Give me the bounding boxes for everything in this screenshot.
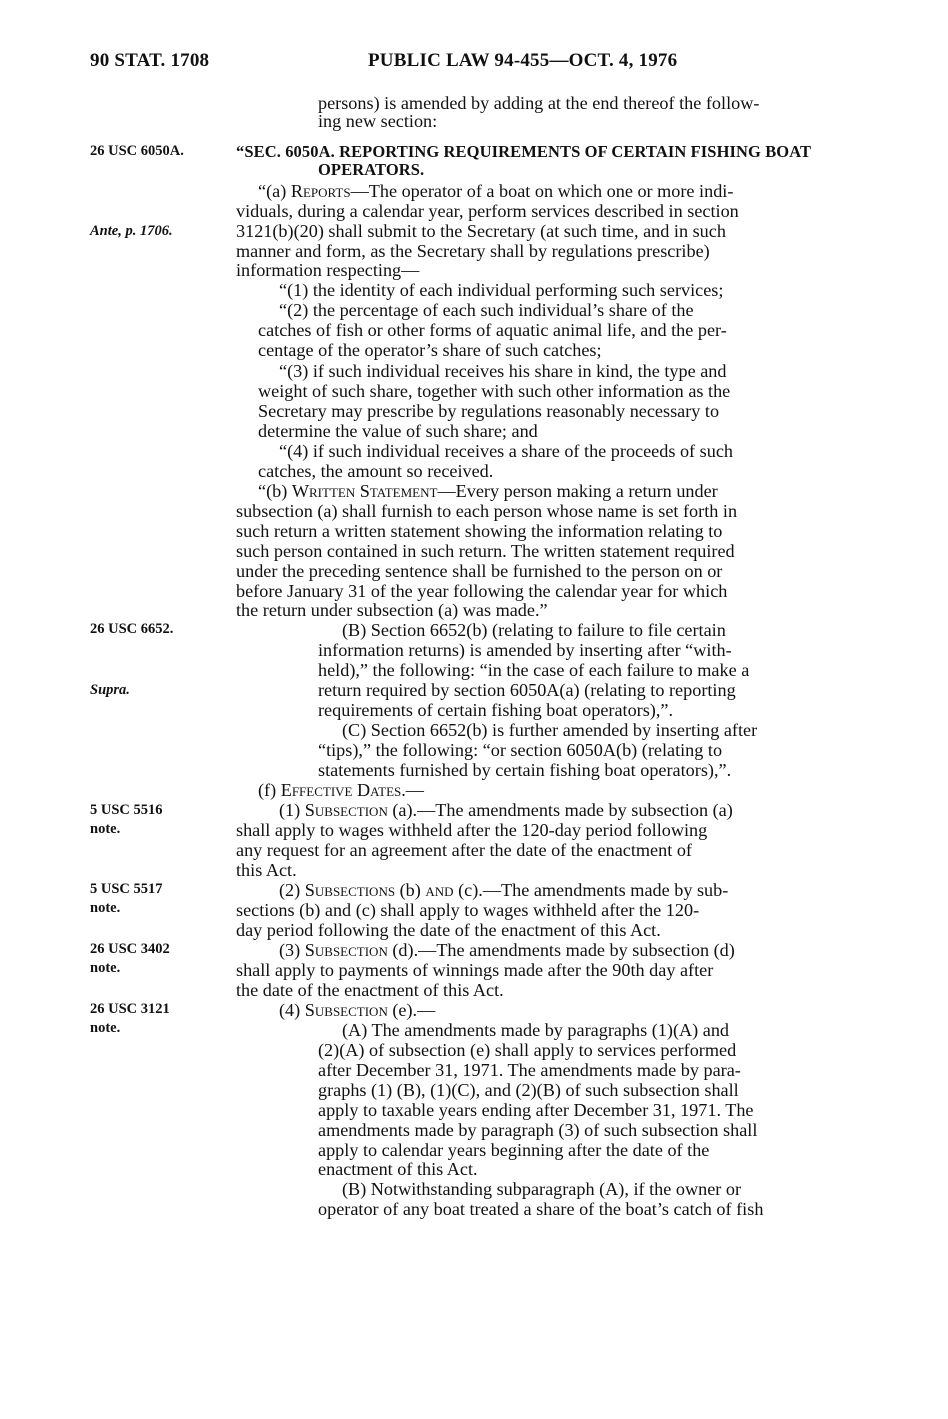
text-line: catches of fish or other forms of aquatic animal life, and the per- <box>258 320 727 340</box>
subsection-heading: Written Statement <box>291 481 438 501</box>
text-line: weight of such share, together with such other information as the <box>258 381 731 401</box>
margin-note: note. <box>90 900 121 916</box>
text-line: apply to taxable years ending after December 31, 1971. The <box>318 1100 754 1120</box>
text-line: the return under subsection (a) was made.” <box>236 600 548 620</box>
margin-note: 26 USC 3121 <box>90 1001 170 1017</box>
text-line: (2)(A) of subsection (e) shall apply to services performed <box>318 1040 737 1060</box>
statute-page-number: 90 STAT. 1708 <box>90 50 210 71</box>
text-line: requirements of certain fishing boat operators),”. <box>318 700 674 720</box>
text-line: such return a written statement showing the information relating to <box>236 521 723 541</box>
text-line: catches, the amount so received. <box>258 461 494 481</box>
text-line: such person contained in such return. The written statement required <box>236 541 735 561</box>
text-line: “(2) the percentage of each such individual’s share of the <box>279 300 694 320</box>
text-line: under the preceding sentence shall be furnished to the person on or <box>236 561 723 581</box>
text-line: “(3) if such individual receives his share in kind, the type and <box>279 361 727 381</box>
text-line: determine the value of such share; and <box>258 421 538 441</box>
text-line: 3121(b)(20) shall submit to the Secretary (at such time, and in such <box>236 221 726 241</box>
subsection-heading: Reports <box>290 181 351 201</box>
text-line: before January 31 of the year following the calendar year for which <box>236 581 728 601</box>
text-line: return required by section 6050A(a) (relating to reporting <box>318 680 736 700</box>
text-line: apply to calendar years beginning after the date of the <box>318 1140 710 1160</box>
subsection-heading: Effective Dates.— <box>280 780 424 800</box>
text-line: day period following the date of the enactment of this Act. <box>236 920 661 940</box>
text-line: operator of any boat treated a share of the boat’s catch of fish <box>318 1199 764 1219</box>
text-line: (f) Effective Dates.— <box>258 780 424 800</box>
section-heading: “SEC. 6050A. REPORTING REQUIREMENTS OF CERTAIN FISHING BOAT <box>236 142 812 161</box>
margin-note: Ante, p. 1706. <box>90 223 173 239</box>
text-line: sections (b) and (c) shall apply to wages withheld after the 120- <box>236 900 700 920</box>
section-heading-cont: OPERATORS. <box>318 160 425 179</box>
margin-note: 5 USC 5516 <box>90 802 163 818</box>
margin-note: 26 USC 6652. <box>90 621 174 637</box>
text-line: “tips),” the following: “or section 6050A(b) (relating to <box>318 740 723 760</box>
text-line: (A) The amendments made by paragraphs (1)(A) and <box>342 1020 730 1040</box>
text-line: any request for an agreement after the date of the enactment of <box>236 840 692 860</box>
margin-note: 26 USC 6050A. <box>90 143 184 159</box>
text-line: (B) Notwithstanding subparagraph (A), if the owner or <box>342 1179 742 1199</box>
margin-note: note. <box>90 1020 121 1036</box>
text-line: (C) Section 6652(b) is further amended by inserting after <box>342 720 758 740</box>
text-line: Secretary may prescribe by regulations reasonably necessary to <box>258 401 720 421</box>
text-line: manner and form, as the Secretary shall by regulations prescribe) <box>236 241 710 261</box>
text-line: (B) Section 6652(b) (relating to failure to file certain <box>342 620 726 640</box>
text-line: shall apply to payments of winnings made after the 90th day after <box>236 960 714 980</box>
text-line: this Act. <box>236 860 297 880</box>
margin-note: 5 USC 5517 <box>90 881 163 897</box>
text-line: subsection (a) shall furnish to each person whose name is set forth in <box>236 501 738 521</box>
text-line: statements furnished by certain fishing boat operators),”. <box>318 760 732 780</box>
text-line: viduals, during a calendar year, perform services described in section <box>236 201 739 221</box>
margin-note: note. <box>90 960 121 976</box>
text-line: (4) Subsection (e).— <box>279 1000 436 1020</box>
text-line: shall apply to wages withheld after the 120-day period following <box>236 820 708 840</box>
text-line: held),” the following: “in the case of each failure to make a <box>318 660 750 680</box>
text-line: (2) Subsections (b) and (c).—The amendments made by sub- <box>279 880 729 900</box>
text-line: ing new section: <box>318 111 438 131</box>
margin-note: Supra. <box>90 682 130 698</box>
text-line: enactment of this Act. <box>318 1159 478 1179</box>
text-line: “(a) Reports—The operator of a boat on which one or more indi- <box>258 181 734 201</box>
text-line: graphs (1) (B), (1)(C), and (2)(B) of such subsection shall <box>318 1080 739 1100</box>
text-line: persons) is amended by adding at the end thereof the follow- <box>318 93 760 113</box>
text-line: information respecting— <box>236 260 420 280</box>
margin-note: note. <box>90 821 121 837</box>
margin-note: 26 USC 3402 <box>90 941 170 957</box>
text-line: “(b) Written Statement—Every person making a return under <box>258 481 718 501</box>
text-line: the date of the enactment of this Act. <box>236 980 504 1000</box>
text-line: information returns) is amended by inserting after “with- <box>318 640 732 660</box>
text-line: (1) Subsection (a).—The amendments made by subsection (a) <box>279 800 733 820</box>
text-line: “(1) the identity of each individual performing such services; <box>279 280 724 300</box>
text-line: after December 31, 1971. The amendments made by para- <box>318 1060 741 1080</box>
running-header: PUBLIC LAW 94-455—OCT. 4, 1976 <box>368 50 678 71</box>
text-line: “(4) if such individual receives a share of the proceeds of such <box>279 441 734 461</box>
text-line: amendments made by paragraph (3) of such subsection shall <box>318 1120 758 1140</box>
text-line: centage of the operator’s share of such catches; <box>258 340 602 360</box>
text-line: (3) Subsection (d).—The amendments made by subsection (d) <box>279 940 735 960</box>
